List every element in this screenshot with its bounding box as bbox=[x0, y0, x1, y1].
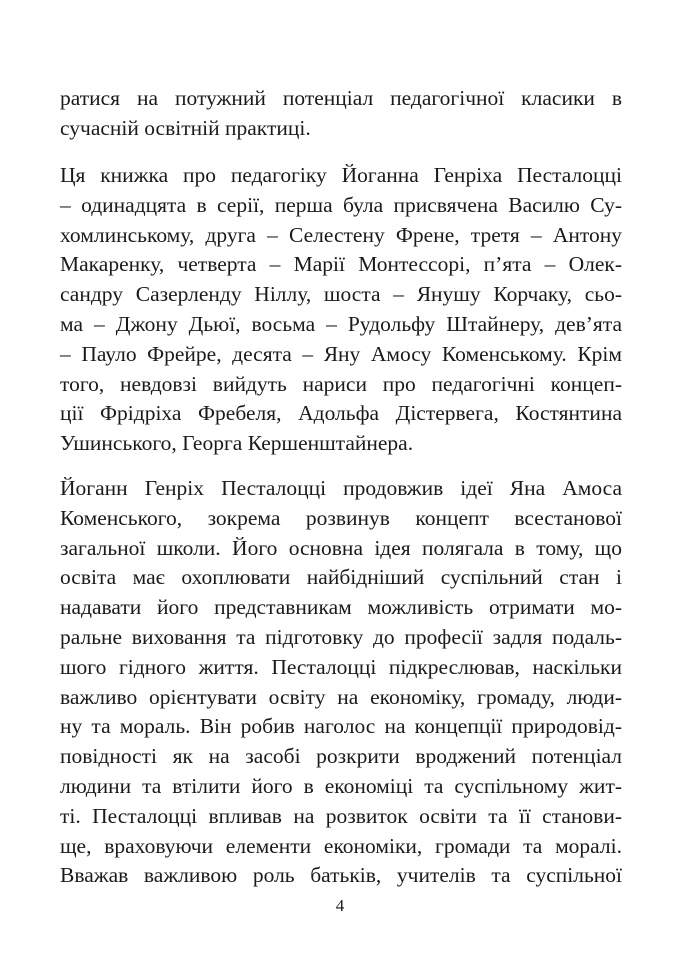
text-line: ну та мораль. Він робив наголос на концепції природовід- bbox=[60, 714, 622, 739]
text-line: сучасній освітній практиці. bbox=[60, 115, 311, 140]
text-line: хомлинському, друга – Селестену Френе, третя – Антону bbox=[60, 222, 622, 247]
text-line: Коменського, зокрема розвинув концепт всестанової bbox=[60, 505, 622, 530]
text-line: освіта має охоплювати найбідніший суспільний стан і bbox=[60, 565, 622, 590]
text-line: ті. Песталоцці впливав на розвиток освіти та її станови- bbox=[60, 803, 622, 828]
page-number: 4 bbox=[335, 896, 345, 915]
text-line: ще, враховуючи елементи економіки, громади та моралі. bbox=[60, 833, 622, 858]
text-line: ратися на потужний потенціал педагогічної класики в bbox=[60, 86, 622, 110]
text-line: важливо орієнтувати освіту на економіку, громаду, люди- bbox=[60, 684, 622, 709]
text-line: ма – Джону Дьюї, восьма – Рудольфу Штайнеру, дев’ята bbox=[60, 311, 622, 336]
text-line: людини та втілити його в економіці та суспільному жит- bbox=[60, 773, 622, 798]
text-line: Вважав важливою роль батьків, учителів та суспільної bbox=[60, 863, 622, 888]
text-line: повідності як на засобі розкрити вроджений потенціал bbox=[60, 744, 622, 769]
text-line: ральне виховання та підготовку до професії задля подаль- bbox=[60, 624, 622, 649]
text-line: – Пауло Фрейре, десята – Яну Амосу Коменському. Крім bbox=[60, 341, 622, 366]
text-line: сандру Сазерленду Ніллу, шоста – Янушу Корчаку, сьо- bbox=[60, 282, 622, 307]
text-line: Йоганн Генріх Песталоцці продовжив ідеї Яна Амоса bbox=[60, 476, 622, 500]
text-line: загальної школи. Його основна ідея полягала в тому, що bbox=[60, 535, 622, 560]
text-line: Макаренку, четверта – Марії Монтессорі, п’ята – Олек- bbox=[60, 252, 622, 277]
paragraph-pestalozzi-ideas bbox=[60, 474, 622, 891]
text-line: того, невдовзі вийдуть нариси про педагогічні концеп- bbox=[60, 371, 622, 396]
text-line: надавати його представникам можливість отримати мо- bbox=[60, 595, 622, 620]
text-line: Ця книжка про педагогіку Йоганна Генріха Песталоцці bbox=[60, 163, 622, 187]
text-line: Ушинського, Георга Кершенштайнера. bbox=[60, 431, 414, 456]
text-line: ції Фрідріха Фребеля, Адольфа Дістервега, Костянтина bbox=[60, 401, 622, 426]
text-line: шого гідного життя. Песталоцці підкреслював, наскільки bbox=[60, 654, 622, 679]
text-line: – одинадцята в серії, перша була присвячена Василю Су- bbox=[60, 192, 622, 217]
paragraph-continuation bbox=[60, 84, 622, 144]
paragraph-series-list bbox=[60, 161, 622, 459]
